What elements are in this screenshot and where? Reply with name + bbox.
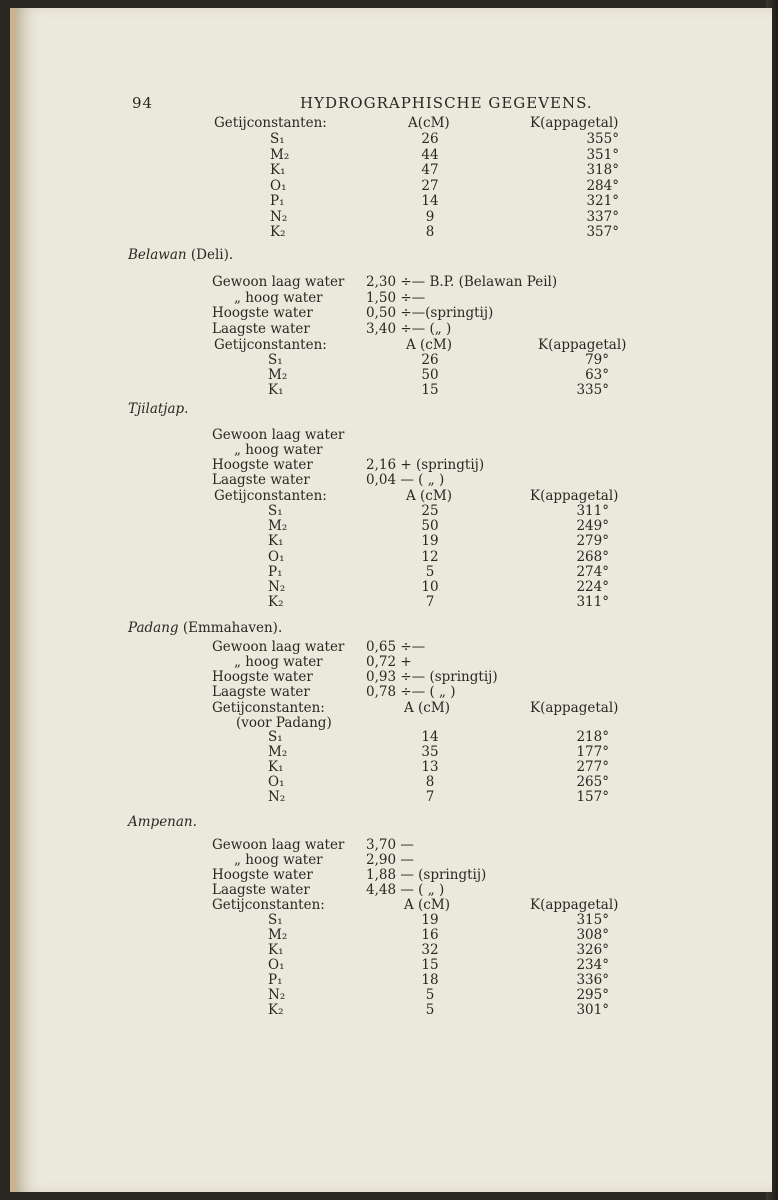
amplitude-value: 26 [421,352,439,368]
amplitude-value: 19 [421,533,439,550]
phase-value: 337° [586,208,619,225]
constant-symbol: M₂ [270,146,290,163]
phase-value: 277° [576,759,609,775]
constant-symbol: O₁ [268,548,285,565]
water-level-value: 1,50 ÷— [366,289,426,306]
phase-value: 218° [576,729,609,745]
padang-col-k-header: K(appagetal) [530,700,619,716]
book-page [10,8,772,1192]
constant-symbol: S₁ [268,912,283,928]
phase-value: 284° [586,177,619,194]
water-level-value: 0,65 ÷— [366,639,426,655]
phase-value: 177° [576,744,609,760]
water-level-label: „ hoog water [234,289,323,306]
amplitude-value: 5 [425,563,435,580]
water-level-label: „ hoog water [234,852,323,868]
amplitude-value: 8 [425,774,435,790]
constant-symbol: S₁ [270,131,285,147]
constant-symbol: K₁ [268,533,284,550]
amplitude-value: 18 [421,972,439,988]
constant-symbol: M₂ [268,518,288,535]
water-level-value: 1,88 — (springtij) [366,867,487,883]
amplitude-value: 12 [421,548,439,565]
amplitude-value: 9 [425,208,435,225]
water-level-label: „ hoog water [234,654,323,670]
place-name: Ampenan. [128,814,197,830]
amplitude-value: 8 [425,224,435,240]
constant-symbol: P₁ [270,193,285,209]
amplitude-value: 13 [421,759,439,775]
phase-value: 357° [586,224,619,240]
running-head: HYDROGRAPHISCHE GEGEVENS. [300,94,593,112]
phase-value: 355° [586,131,619,147]
place-name: Tjilatjap. [128,401,189,417]
amplitude-value: 15 [421,382,439,398]
place-belawan [128,247,233,263]
water-level-value: 0,04 — ( „ ) [366,472,445,488]
phase-value: 311° [576,594,609,611]
place-suffix: (Deli). [190,247,234,263]
constant-symbol: K₁ [268,942,284,958]
phase-value: 63° [585,367,609,383]
water-level-label: Gewoon laag water [212,274,345,290]
tjilatjap-constants-title: Getijconstanten: [214,488,327,504]
constant-symbol: K₂ [268,1002,284,1018]
water-level-label: Gewoon laag water [212,427,345,443]
water-level-value: 0,78 ÷— ( „ ) [366,684,456,700]
top-constants-title: Getijconstanten: [214,115,327,131]
phase-value: 315° [576,912,609,928]
amplitude-value: 47 [421,162,439,178]
place-ampenan [128,814,197,830]
phase-value: 321° [586,193,619,209]
water-level-label: Hoogste water [212,457,313,473]
water-level-label: Hoogste water [212,305,313,321]
water-level-label: Laagste water [212,472,310,488]
phase-value: 265° [576,774,609,790]
phase-value: 301° [576,1002,609,1018]
water-level-value: 2,16 + (springtij) [366,457,485,473]
water-level-value: 2,90 — [366,852,414,868]
constant-symbol: P₁ [268,563,283,580]
constant-symbol: O₁ [268,774,285,790]
constant-symbol: N₂ [268,579,286,595]
constant-symbol: O₁ [270,177,287,194]
water-level-label: Laagste water [212,882,310,898]
phase-value: 224° [576,579,609,595]
phase-value: 279° [576,533,609,550]
phase-value: 336° [576,972,609,988]
padang-constants-subtitle: (voor Padang) [236,715,332,731]
constant-symbol: S₁ [268,352,283,368]
constant-symbol: K₁ [270,162,286,178]
amplitude-value: 14 [421,729,439,745]
belawan-col-a-header: A (cM) [406,337,452,353]
top-col-k-header: K(appagetal) [530,115,619,131]
ampenan-col-a-header: A (cM) [404,897,450,913]
water-level-value: 0,72 + [366,654,412,670]
phase-value: 335° [576,382,609,398]
ampenan-constants-title: Getijconstanten: [212,897,325,913]
amplitude-value: 50 [421,518,439,535]
phase-value: 249° [576,518,609,535]
constant-symbol: N₂ [270,208,288,225]
phase-value: 268° [576,548,609,565]
amplitude-value: 5 [425,987,435,1003]
amplitude-value: 32 [421,942,439,958]
place-name: Belawan [128,247,187,263]
water-level-value: 0,93 ÷— (springtij) [366,669,498,685]
water-level-value: 3,40 ÷— („ ) [366,320,452,337]
phase-value: 274° [576,563,609,580]
amplitude-value: 26 [421,131,439,147]
place-suffix: (Emmahaven). [182,620,283,636]
phase-value: 326° [576,942,609,958]
amplitude-value: 27 [421,177,439,194]
padang-constants-title: Getijconstanten: [212,700,325,716]
place-padang [128,620,282,636]
water-level-label: Laagste water [212,684,310,700]
phase-value: 234° [576,957,609,973]
amplitude-value: 44 [421,146,439,163]
tjilatjap-col-k-header: K(appagetal) [530,488,619,504]
constant-symbol: P₁ [268,972,283,988]
constant-symbol: K₁ [268,382,284,398]
top-col-a-header: A(cM) [408,115,450,131]
water-level-label: „ hoog water [234,442,323,458]
constant-symbol: K₂ [268,594,284,611]
amplitude-value: 10 [421,579,439,595]
water-level-label: Gewoon laag water [212,837,345,853]
water-level-value: 2,30 ÷— B.P. (Belawan Peil) [366,274,558,290]
water-level-value: 0,50 ÷—(springtij) [366,305,494,321]
padang-col-a-header: A (cM) [404,700,450,716]
belawan-constants-title: Getijconstanten: [214,337,327,353]
amplitude-value: 15 [421,957,439,973]
constant-symbol: S₁ [268,503,283,519]
ampenan-col-k-header: K(appagetal) [530,897,619,913]
water-level-label: Hoogste water [212,867,313,883]
constant-symbol: S₁ [268,729,283,745]
page-number: 94 [132,94,154,112]
amplitude-value: 5 [425,1002,435,1018]
amplitude-value: 16 [421,927,439,943]
constant-symbol: M₂ [268,367,288,383]
water-level-value: 4,48 — ( „ ) [366,882,445,898]
amplitude-value: 7 [425,594,435,611]
phase-value: 308° [576,927,609,943]
phase-value: 318° [586,162,619,178]
water-level-label: Gewoon laag water [212,639,345,655]
phase-value: 351° [586,146,619,163]
constant-symbol: N₂ [268,789,286,805]
water-level-label: Laagste water [212,320,310,337]
belawan-col-k-header: K(appagetal) [538,337,627,353]
place-tjilatjap [128,401,188,417]
constant-symbol: K₂ [270,224,286,240]
phase-value: 311° [576,503,609,519]
tjilatjap-col-a-header: A (cM) [406,488,452,504]
amplitude-value: 7 [425,789,435,805]
constant-symbol: M₂ [268,927,288,943]
constant-symbol: N₂ [268,987,286,1003]
amplitude-value: 25 [421,503,439,519]
amplitude-value: 35 [421,744,439,760]
amplitude-value: 19 [421,912,439,928]
water-level-value: 3,70 — [366,837,414,853]
place-name: Padang [128,620,179,636]
phase-value: 295° [576,987,609,1003]
phase-value: 79° [585,352,609,368]
amplitude-value: 14 [421,193,439,209]
constant-symbol: O₁ [268,957,285,973]
amplitude-value: 50 [421,367,439,383]
constant-symbol: K₁ [268,759,284,775]
phase-value: 157° [576,789,609,805]
constant-symbol: M₂ [268,744,288,760]
water-level-label: Hoogste water [212,669,313,685]
